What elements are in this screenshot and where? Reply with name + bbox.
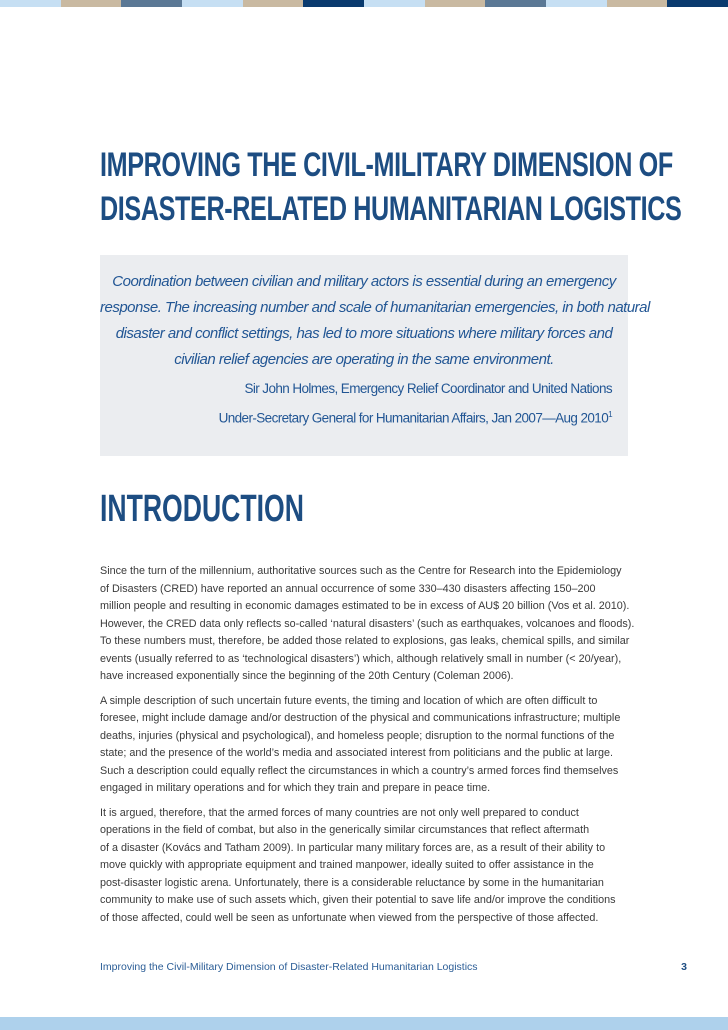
page-footer [100, 961, 687, 975]
attribution-line [219, 402, 612, 432]
band-segment [364, 0, 425, 7]
top-color-band [0, 0, 728, 7]
quote-text [100, 269, 650, 373]
text-line: deaths, injuries (physical and psychological), and homeless people; disruption to the normal functions of the [100, 729, 615, 742]
paragraph [100, 805, 630, 928]
band-segment [667, 0, 728, 7]
text-line: have increased exponentially since the beginning of the 20th Century (Coleman 2006). [100, 670, 514, 682]
text-line: million people and resulting in economic damages estimated to be in excess of AU$ 20 billion (Vos et al. 2010). [100, 600, 630, 612]
band-segment [0, 0, 61, 7]
text-line: It is argued, therefore, that the armed forces of many countries are not only well prepared to conduct [100, 806, 579, 819]
quote-line: Coordination between civilian and military actors is essential during an emergency [112, 273, 616, 290]
band-segment [303, 0, 364, 7]
footnote-marker: 1 [608, 410, 612, 419]
quote-box [100, 255, 650, 456]
band-segment [61, 0, 122, 7]
text-line: operations in the field of combat, but also in the generically similar circumstances that reflect aftermath [100, 824, 590, 836]
title-line: IMPROVING THE CIVIL-MILITARY DIMENSION OF [100, 146, 673, 184]
quote-line: disaster and conflict settings, has led to more situations where military forces and [115, 325, 613, 342]
text-line: of a disaster (Kovács and Tatham 2009). In particular many military forces are, as a result of their ability to [100, 841, 606, 854]
text-line: However, the CRED data only reflects so-called ‘natural disasters’ (such as earthquakes, volcanoes and floods). [100, 617, 635, 630]
quote-line: response. The increasing number and scale of humanitarian emergencies, in both natural [100, 299, 650, 316]
attribution-line: Sir John Holmes, Emergency Relief Coordinator and United Nations [244, 381, 612, 396]
band-segment [546, 0, 607, 7]
text-line: Since the turn of the millennium, authoritative sources such as the Centre for Research into the Epidemiology [100, 565, 622, 577]
band-segment [425, 0, 486, 7]
section-heading: INTRODUCTION [100, 488, 304, 530]
attribution-text: Under-Secretary General for Humanitarian Affairs, Jan 2007—Aug 2010 [218, 410, 609, 426]
band-segment [485, 0, 546, 7]
paragraph [100, 693, 630, 798]
band-segment [607, 0, 668, 7]
text-line: of those affected, could well be seen as unfortunate when viewed from the perspective of those affected. [100, 911, 599, 924]
band-segment [182, 0, 243, 7]
text-line: engaged in military operations and for which they train and prepare in peace time. [100, 782, 491, 794]
quote-line: civilian relief agencies are operating in the same environment. [174, 351, 554, 368]
band-segment [243, 0, 304, 7]
text-line: community to make use of such assets which, given their potential to save life and/or improve the conditions [100, 894, 616, 906]
quote-attribution [219, 376, 612, 432]
text-line: A simple description of such uncertain future events, the timing and location of which are often difficult to [100, 694, 598, 707]
text-line: Such a description could equally reflect the circumstances in which a country’s armed forces find themselves [100, 764, 619, 777]
text-line: post-disaster logistic arena. Unfortunately, there is a considerable reluctance by some in the humanitarian [100, 876, 604, 889]
band-segment [121, 0, 182, 7]
body-text [100, 563, 635, 934]
paragraph [100, 563, 635, 686]
title-line: DISASTER-RELATED HUMANITARIAN LOGISTICS [100, 190, 682, 228]
page-number: 3 [681, 961, 687, 973]
text-line: To these numbers must, therefore, be added those related to explosions, gas leaks, chemical spills, and similar [100, 635, 630, 647]
text-line: of Disasters (CRED) have reported an annual occurrence of some 330–430 disasters affecting 150–200 [100, 582, 596, 595]
text-line: move quickly with appropriate equipment and trained manpower, ideally suited to offer assistance in the [100, 859, 594, 871]
text-line: foresee, might include damage and/or destruction of the physical and communications infrastructure; multiple [100, 712, 621, 724]
footer-title: Improving the Civil-Military Dimension of Disaster-Related Humanitarian Logistics [100, 961, 478, 973]
text-line: events (usually referred to as ‘technological disasters’) which, although relatively small in number (< 20/year), [100, 652, 622, 665]
page-title [100, 143, 682, 231]
bottom-color-band [0, 1017, 728, 1030]
text-line: state; and the presence of the world’s media and associated interest from politicians and the public at large. [100, 747, 613, 759]
